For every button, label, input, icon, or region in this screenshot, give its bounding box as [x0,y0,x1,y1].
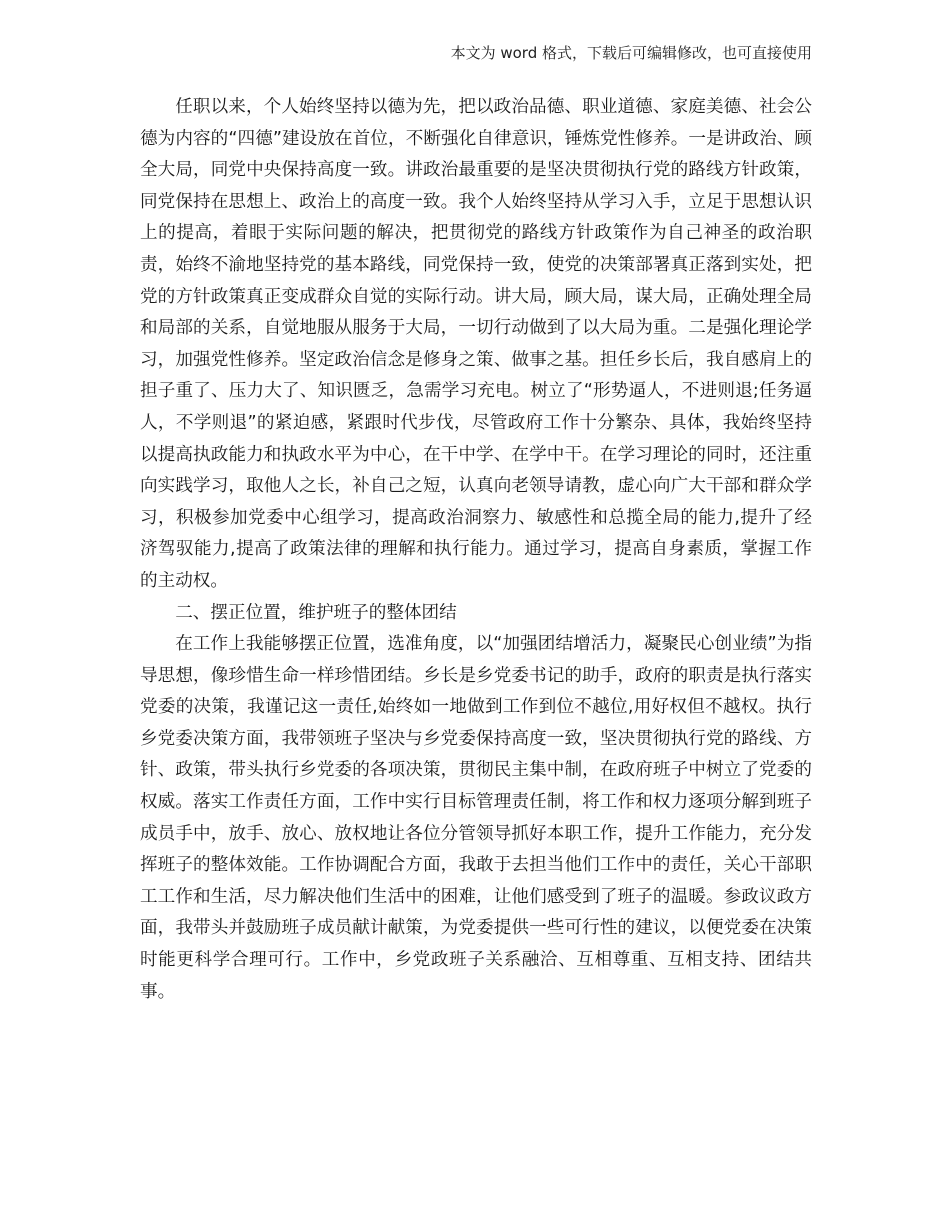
paragraph-unity: 在工作上我能够摆正位置，选准角度，以“加强团结增活力，凝聚民心创业绩”为指导思想，像珍惜生命一样珍惜团结。乡长是乡党委书记的助手，政府的职责是执行落实党委的决策，我谨记这一责任,始终如一地做到工作到位不越位,用好权但不越权。执行乡党委决策方面，我带领班子坚决与乡党委保持高度一致，坚决贯彻执行党的路线、方针、政策，带头执行乡党委的各项决策，贯彻民主集中制，在政府班子中树立了党委的权威。落实工作责任方面，工作中实行目标管理责任制，将工作和权力逐项分解到班子成员手中，放手、放心、放权地让各位分管领导抓好本职工作，提升工作能力，充分发挥班子的整体效能。工作协调配合方面，我敢于去担当他们工作中的责任，关心干部职工工作和生活，尽力解决他们生活中的困难，让他们感受到了班子的温暖。参政议政方面，我带头并鼓励班子成员献计献策，为党委提供一些可行性的建议，以便党委在决策时能更科学合理可行。工作中，乡党政班子关系融洽、互相尊重、互相支持、团结共事。 [140,634,812,1002]
document-body [140,92,812,1008]
paragraph-integrity: 任职以来，个人始终坚持以德为先，把以政治品德、职业道德、家庭美德、社会公德为内容的“四德”建设放在首位，不断强化自律意识，锤炼党性修养。一是讲政治、顾全大局，同党中央保持高度一致。讲政治最重要的是坚决贯彻执行党的路线方针政策，同党保持在思想上、政治上的高度一致。我个人始终坚持从学习入手，立足于思想认识上的提高，着眼于实际问题的解决，把贯彻党的路线方针政策作为自己神圣的政治职责，始终不渝地坚持党的基本路线，同党保持一致，使党的决策部署真正落到实处，把党的方针政策真正变成群众自觉的实际行动。讲大局，顾大局，谋大局，正确处理全局和局部的关系，自觉地服从服务于大局，一切行动做到了以大局为重。二是强化理论学习，加强党性修养。坚定政治信念是修身之策、做事之基。担任乡长后，我自感肩上的担子重了、压力大了、知识匮乏，急需学习充电。树立了“形势逼人，不进则退;任务逼人，不学则退”的紧迫感，紧跟时代步伐，尽管政府工作十分繁杂、具体，我始终坚持以提高执政能力和执政水平为中心，在干中学、在学中干。在学习理论的同时，还注重向实践学习，取他人之长，补自己之短，认真向老领导请教，虚心向广大干部和群众学习，积极参加党委中心组学习，提高政治洞察力、敏感性和总揽全局的能力,提升了经济驾驭能力,提高了政策法律的理解和执行能力。通过学习，提高自身素质，掌握工作的主动权。 [140,97,812,591]
header-note: 本文为 word 格式，下载后可编辑修改，也可直接使用 [450,44,812,62]
section-heading-unity: 二、摆正位置，维护班子的整体团结 [175,602,457,623]
